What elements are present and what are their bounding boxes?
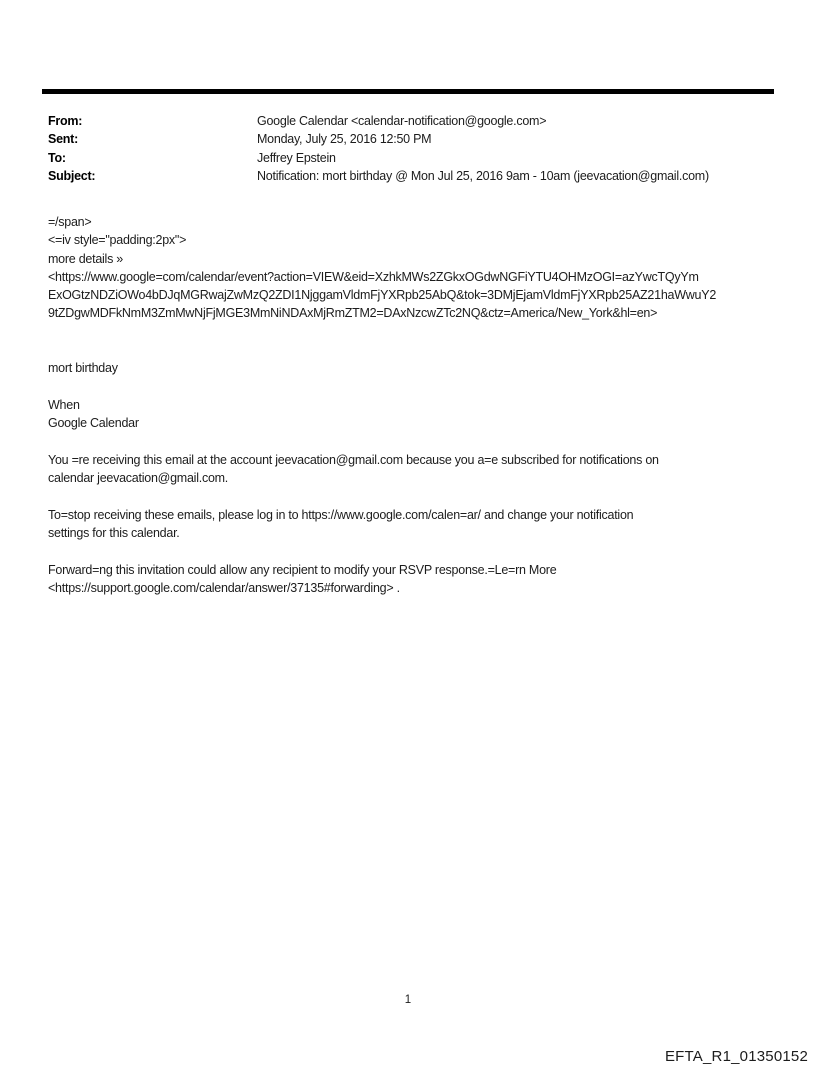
header-label: From: (48, 114, 83, 128)
body-text-line: To=stop receiving these emails, please log in to https://www.google.com/calen=ar/ and change your notification (48, 507, 634, 522)
body-text-line: settings for this calendar. (48, 526, 180, 541)
header-label: To: (48, 150, 66, 165)
header-row-sent (48, 130, 788, 148)
body-text-line: 9tZDgwMDFkNmM3ZmMwNjFjMGE3MmNiNDAxMjRmZTM2=DAxNzcwZTc2NQ&ctz=America/New_York&hl=en> (48, 306, 658, 321)
body-blank-line (48, 378, 798, 396)
header-value: Google Calendar <calendar-notification@google.com> (257, 114, 547, 128)
body-text-line: =/span> (48, 215, 92, 229)
header-label: Subject: (48, 168, 96, 183)
header-value: Notification: mort birthday @ Mon Jul 25, 2016 9am - 10am (jeevacation@gmail.com) (257, 168, 709, 183)
body-blank-line (48, 341, 798, 359)
body-text-line: <https://support.google.com/calendar/answer/37135#forwarding> . (48, 580, 400, 595)
header-row-from (48, 112, 788, 130)
header-row-subject (48, 167, 788, 185)
body-text-line: ExOGtzNDZiOWo4bDJqMGRwajZwMzQ2ZDI1NjggamVldmFjYXRpb25AbQ&tok=3DMjEjamVldmFjYXRpb25AZ21haWwuY2 (48, 288, 717, 303)
email-body (48, 213, 798, 597)
body-text-line: Forward=ng this invitation could allow any recipient to modify your RSVP response.=Le=rn More (48, 562, 557, 577)
body-text-line: <=iv style="padding:2px"> (48, 233, 187, 248)
header-divider-rule (42, 89, 774, 94)
bates-number: EFTA_R1_01350152 (664, 1048, 808, 1065)
page-number: 1 (404, 994, 412, 1006)
header-value: Monday, July 25, 2016 12:50 PM (257, 132, 432, 147)
body-text-line: mort birthday (48, 361, 118, 376)
body-text-line: calendar jeevacation@gmail.com. (48, 471, 229, 486)
body-blank-line (48, 433, 798, 451)
body-text-line: Google Calendar (48, 416, 139, 431)
header-row-to (48, 149, 788, 167)
body-text-line: more details » (48, 251, 124, 266)
header-label: Sent: (48, 132, 78, 147)
header-value: Jeffrey Epstein (257, 150, 336, 165)
body-blank-line (48, 542, 798, 560)
body-text-line: When (48, 397, 80, 412)
body-blank-line (48, 487, 798, 505)
body-text-line: You =re receiving this email at the account jeevacation@gmail.com because you a=e subscribed for notifications on (48, 452, 659, 467)
email-header-block (48, 112, 788, 185)
body-text-line: <https://www.google=com/calendar/event?action=VIEW&eid=XzhkMWs2ZGkxOGdwNGFiYTU4OHMzOGI=azYwcTQyYm (48, 269, 699, 284)
body-blank-line (48, 323, 798, 341)
